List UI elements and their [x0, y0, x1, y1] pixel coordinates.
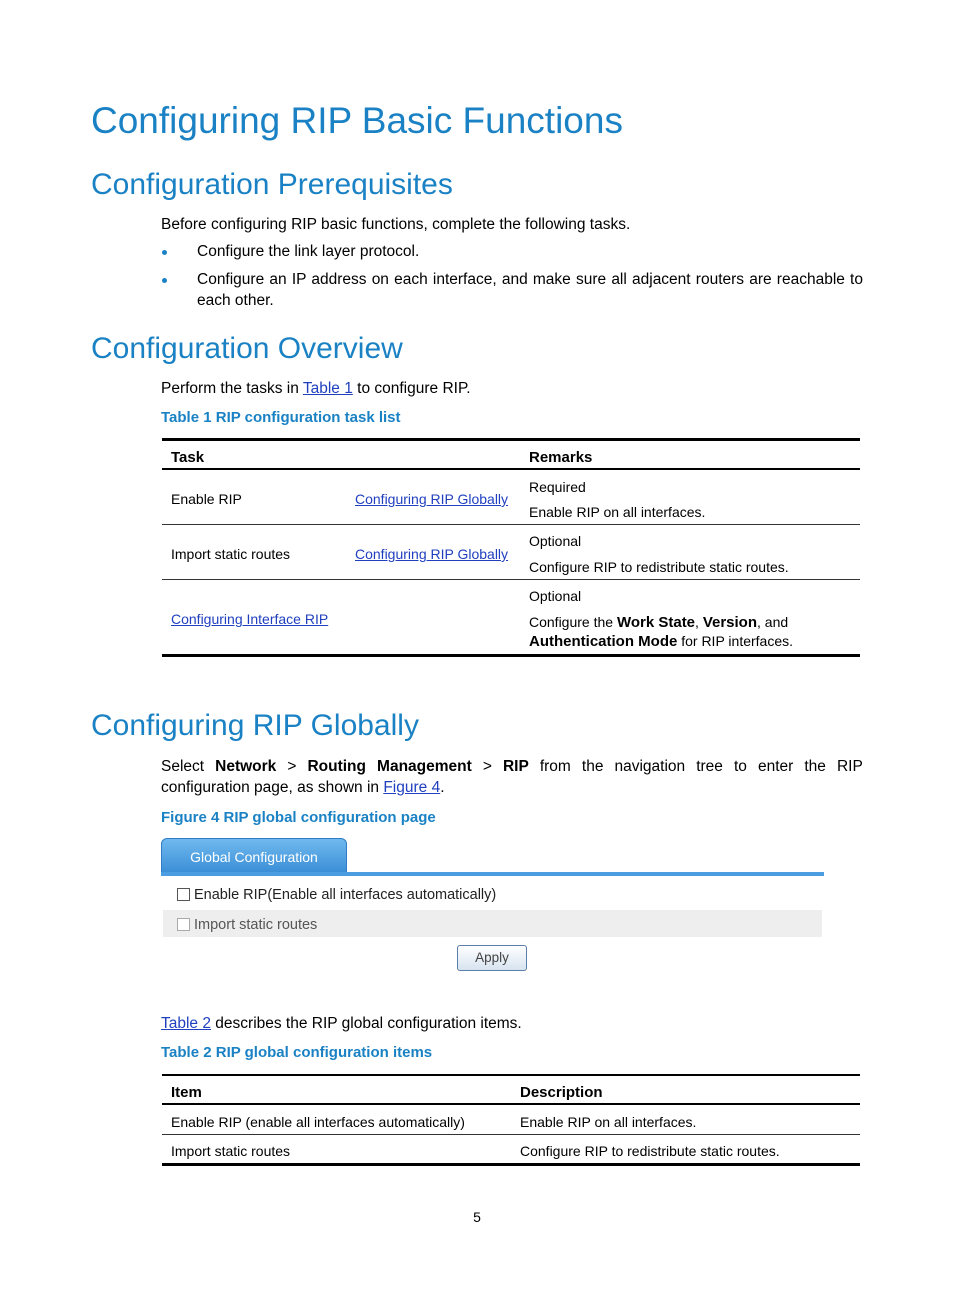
- table-1-caption: Table 1 RIP configuration task list: [161, 409, 401, 426]
- word: >: [482, 758, 492, 775]
- remark-bold-work-state: Work State: [616, 614, 696, 631]
- word: Select: [161, 758, 205, 775]
- table-1-top-rule: [162, 438, 860, 441]
- table-1-link[interactable]: Table 1: [302, 380, 353, 397]
- table-1-cell-remark: Enable RIP on all interfaces.: [529, 504, 706, 520]
- prereq-bullet-2: Configure an IP address on each interface, and make sure all adjacent routers are reachable to: [197, 271, 863, 288]
- table-1-cell-remark: Configure RIP to redistribute static routes.: [529, 559, 789, 575]
- configuring-interface-rip-link[interactable]: Configuring Interface RIP: [171, 611, 329, 627]
- tab-global-configuration[interactable]: Global Configuration: [161, 838, 347, 874]
- table-2-cell-item: Import static routes: [171, 1143, 291, 1159]
- table-2-cell-description: Configure RIP to redistribute static routes.: [520, 1143, 780, 1159]
- remark-text: for RIP interfaces.: [677, 633, 794, 649]
- table-2-intro-suffix: describes the RIP global configuration items.: [210, 1015, 522, 1032]
- tab-underline: [161, 872, 824, 876]
- prereq-bullet-1: Configure the link layer protocol.: [197, 243, 420, 260]
- figure-4-link[interactable]: Figure 4: [383, 779, 441, 796]
- heading-overview: Configuration Overview: [91, 332, 403, 365]
- table-2-intro: [161, 1013, 522, 1034]
- intro-suffix: .: [440, 779, 445, 796]
- table-2-cell-item: Enable RIP (enable all interfaces automatically): [171, 1114, 465, 1130]
- word: to: [733, 758, 747, 775]
- remark-bold-version: Version: [702, 614, 758, 631]
- table-2-caption: Table 2 RIP global configuration items: [161, 1044, 433, 1061]
- table-1-cell-remark: [529, 631, 793, 652]
- word: the: [581, 758, 604, 775]
- apply-button[interactable]: Apply: [457, 945, 527, 971]
- heading-prerequisites: Configuration Prerequisites: [91, 168, 453, 201]
- table-2-header-description: Description: [520, 1084, 603, 1101]
- table-1-row-rule: [162, 579, 860, 580]
- heading-globally: Configuring RIP Globally: [91, 709, 419, 742]
- table-1-bottom-rule: [162, 654, 860, 657]
- word: enter: [757, 758, 794, 775]
- table-1-cell-task: Import static routes: [171, 546, 291, 562]
- table-1-cell-task: Enable RIP: [171, 491, 242, 507]
- table-1-cell-remark: Optional: [529, 588, 582, 604]
- import-static-label: Import static routes: [194, 917, 318, 933]
- word: >: [287, 758, 297, 775]
- table-1-cell-remark: Required: [529, 479, 586, 495]
- table-1-header-remarks: Remarks: [529, 449, 593, 466]
- table-1-cell-remark: Optional: [529, 533, 582, 549]
- bullet-dot-icon: [162, 250, 167, 255]
- word: navigation: [614, 758, 686, 775]
- table-2-bottom-rule: [162, 1163, 860, 1166]
- page-number: 5: [473, 1209, 481, 1225]
- globally-intro-line-2: [161, 777, 445, 798]
- table-2-row-rule: [162, 1134, 860, 1135]
- word-bold: Management: [377, 758, 472, 775]
- page-title: Configuring RIP Basic Functions: [91, 100, 623, 141]
- overview-intro-suffix: to configure RIP.: [352, 380, 471, 397]
- overview-intro-prefix: Perform the tasks in: [161, 380, 303, 397]
- globally-intro-line-1: [161, 756, 863, 777]
- table-1-header-rule: [162, 468, 860, 470]
- intro-prefix: configuration page, as shown in: [161, 779, 384, 796]
- table-2-cell-description: Enable RIP on all interfaces.: [520, 1114, 697, 1130]
- configuring-rip-globally-link[interactable]: Configuring RIP Globally: [355, 546, 509, 562]
- figure-4-caption: Figure 4 RIP global configuration page: [161, 809, 436, 826]
- prereq-bullet-2-cont: each other.: [197, 292, 274, 309]
- prereq-intro: Before configuring RIP basic functions, complete the following tasks.: [161, 216, 631, 233]
- table-1-row-rule: [162, 524, 860, 525]
- word: the: [804, 758, 826, 775]
- word-bold: Network: [215, 758, 277, 775]
- remark-text: , and: [757, 614, 789, 630]
- table-2-top-rule: [162, 1074, 860, 1076]
- enable-rip-label: Enable RIP(Enable all interfaces automatically): [194, 887, 497, 903]
- table-2-header-item: Item: [171, 1084, 202, 1101]
- table-2-header-rule: [162, 1103, 860, 1105]
- word: tree: [696, 758, 723, 775]
- table-2-link[interactable]: Table 2: [161, 1015, 211, 1032]
- word-bold: Routing: [307, 758, 366, 775]
- table-1-cell-remark: [529, 612, 788, 633]
- word: RIP: [836, 758, 863, 775]
- bullet-dot-icon: [162, 278, 167, 283]
- remark-text: Configure the: [529, 614, 617, 630]
- configuring-rip-globally-link[interactable]: Configuring RIP Globally: [355, 491, 509, 507]
- overview-intro: [161, 378, 471, 399]
- enable-rip-checkbox[interactable]: [177, 888, 190, 901]
- remark-bold-auth-mode: Authentication Mode: [529, 633, 678, 650]
- table-1-header-task: Task: [171, 449, 205, 466]
- import-static-checkbox[interactable]: [177, 918, 190, 931]
- word: from: [539, 758, 571, 775]
- word-bold: RIP: [502, 758, 529, 775]
- remark-text: ,: [695, 614, 703, 630]
